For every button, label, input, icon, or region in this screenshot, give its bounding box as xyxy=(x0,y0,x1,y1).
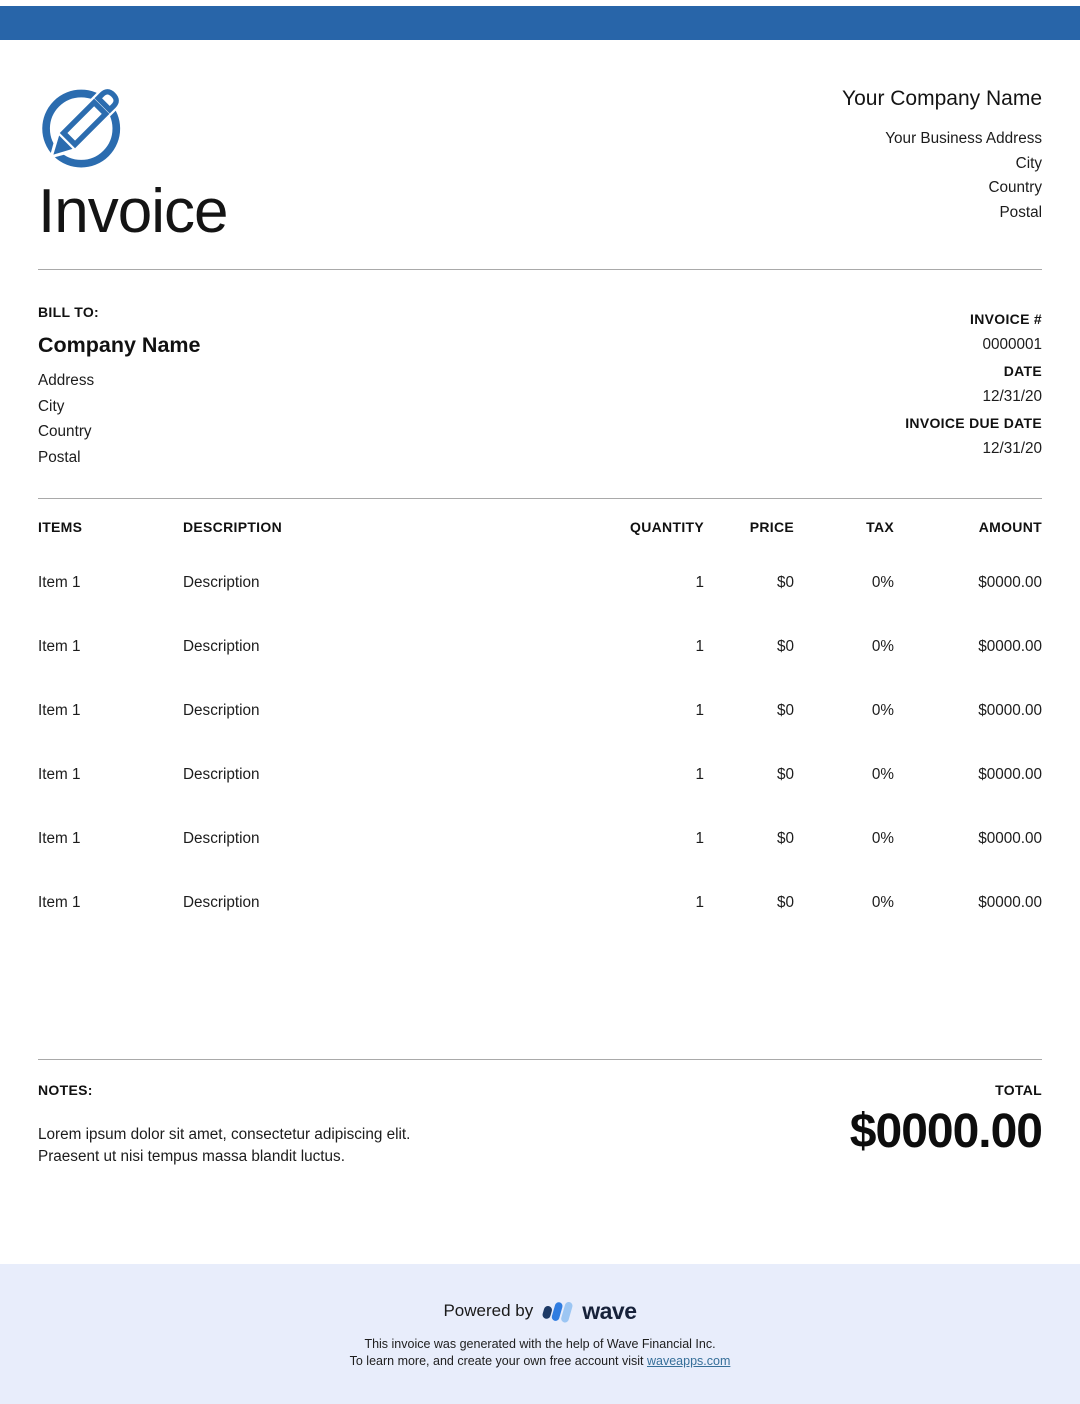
line-items-table xyxy=(38,519,1042,956)
cell-tax: 0% xyxy=(871,766,894,784)
cell-item: Item 1 xyxy=(38,638,81,656)
company-address-line: Postal xyxy=(999,203,1042,221)
cell-quantity: 1 xyxy=(695,830,704,848)
footer-line-2-text: To learn more, and create your own free account visit xyxy=(349,1354,647,1368)
cell-price: $0 xyxy=(776,574,794,592)
column-header-quantity: QUANTITY xyxy=(630,519,704,536)
table-row xyxy=(38,636,1042,700)
cell-description: Description xyxy=(183,766,260,784)
pencil-circle-icon xyxy=(38,78,128,172)
separator xyxy=(38,498,1042,499)
table-row xyxy=(38,572,1042,636)
notes-line: Lorem ipsum dolor sit amet, consectetur adipiscing elit. xyxy=(38,1126,411,1144)
invoice-page xyxy=(0,40,1080,1168)
bill-to-label: BILL TO: xyxy=(38,304,99,320)
company-logo xyxy=(38,78,128,172)
notes-text xyxy=(38,1124,410,1168)
company-address xyxy=(842,127,1042,225)
cell-tax: 0% xyxy=(871,830,894,848)
bill-to-address xyxy=(38,368,201,470)
cell-amount: $0000.00 xyxy=(978,766,1042,784)
wave-wordmark: wave xyxy=(582,1297,637,1324)
invoice-meta-block xyxy=(905,304,1042,470)
notes-label: NOTES: xyxy=(38,1082,93,1099)
wave-footer xyxy=(0,1264,1080,1404)
bill-to-block xyxy=(38,304,201,470)
cell-tax: 0% xyxy=(871,574,894,592)
invoice-due-date-label: INVOICE DUE DATE xyxy=(905,415,1042,431)
cell-tax: 0% xyxy=(871,894,894,912)
cell-quantity: 1 xyxy=(695,702,704,720)
summary-section xyxy=(38,1082,1042,1168)
wave-logo-icon xyxy=(542,1298,573,1323)
invoice-number-label: INVOICE # xyxy=(970,311,1042,327)
cell-amount: $0000.00 xyxy=(978,894,1042,912)
bill-to-address-line: Postal xyxy=(38,448,81,466)
cell-description: Description xyxy=(183,702,260,720)
total-amount: $0000.00 xyxy=(849,1105,1042,1159)
cell-quantity: 1 xyxy=(695,894,704,912)
cell-price: $0 xyxy=(776,638,794,656)
footer-line-1: This invoice was generated with the help of Wave Financial Inc. xyxy=(364,1337,716,1351)
cell-item: Item 1 xyxy=(38,766,81,784)
bill-to-address-line: Address xyxy=(38,372,95,389)
column-header-description: DESCRIPTION xyxy=(183,519,282,536)
cell-amount: $0000.00 xyxy=(978,574,1042,592)
table-row xyxy=(38,764,1042,828)
separator xyxy=(38,269,1042,270)
column-header-amount: AMOUNT xyxy=(978,519,1042,536)
cell-amount: $0000.00 xyxy=(978,638,1042,656)
page-title: Invoice xyxy=(38,177,228,246)
invoice-number-value: 0000001 xyxy=(982,336,1042,353)
company-address-line: Your Business Address xyxy=(885,130,1042,147)
cell-quantity: 1 xyxy=(695,574,704,592)
cell-quantity: 1 xyxy=(695,766,704,784)
table-header-row xyxy=(38,519,1042,572)
billing-section xyxy=(38,304,1042,470)
company-address-line: City xyxy=(1015,154,1042,172)
table-row xyxy=(38,700,1042,764)
footer-disclaimer xyxy=(0,1336,1080,1370)
total-label: TOTAL xyxy=(995,1082,1042,1099)
invoice-due-date-value: 12/31/20 xyxy=(982,440,1042,457)
separator xyxy=(38,1059,1042,1060)
table-row xyxy=(38,828,1042,892)
invoice-date-label: DATE xyxy=(1003,363,1042,379)
cell-tax: 0% xyxy=(871,638,894,656)
bill-to-company-name: Company Name xyxy=(38,333,201,357)
powered-by-label: Powered by xyxy=(443,1300,534,1320)
column-header-price: PRICE xyxy=(749,519,794,536)
cell-description: Description xyxy=(183,894,260,912)
cell-amount: $0000.00 xyxy=(978,702,1042,720)
cell-description: Description xyxy=(183,574,260,592)
invoice-date-value: 12/31/20 xyxy=(982,388,1042,405)
cell-item: Item 1 xyxy=(38,702,81,720)
cell-price: $0 xyxy=(776,894,794,912)
company-address-line: Country xyxy=(988,179,1042,197)
cell-price: $0 xyxy=(776,702,794,720)
invoice-header xyxy=(38,40,1042,244)
cell-item: Item 1 xyxy=(38,574,81,592)
table-row xyxy=(38,892,1042,956)
notes-line: Praesent ut nisi tempus massa blandit luctus. xyxy=(38,1148,345,1166)
cell-item: Item 1 xyxy=(38,830,81,848)
cell-price: $0 xyxy=(776,830,794,848)
top-accent-bar xyxy=(0,6,1080,40)
cell-quantity: 1 xyxy=(695,638,704,656)
cell-item: Item 1 xyxy=(38,894,81,912)
company-name: Your Company Name xyxy=(842,87,1042,110)
waveapps-link[interactable]: waveapps.com xyxy=(647,1354,731,1368)
cell-tax: 0% xyxy=(871,702,894,720)
powered-by-row xyxy=(0,1298,1080,1323)
notes-block xyxy=(38,1082,410,1168)
column-header-items: ITEMS xyxy=(38,519,83,536)
column-header-tax: TAX xyxy=(866,519,894,536)
total-block xyxy=(850,1082,1042,1168)
bill-to-address-line: Country xyxy=(38,423,92,441)
cell-description: Description xyxy=(183,638,260,656)
cell-description: Description xyxy=(183,830,260,848)
footer-line-2 xyxy=(0,1353,1080,1370)
bill-to-address-line: City xyxy=(38,397,65,415)
company-info xyxy=(842,86,1042,225)
cell-amount: $0000.00 xyxy=(978,830,1042,848)
cell-price: $0 xyxy=(776,766,794,784)
